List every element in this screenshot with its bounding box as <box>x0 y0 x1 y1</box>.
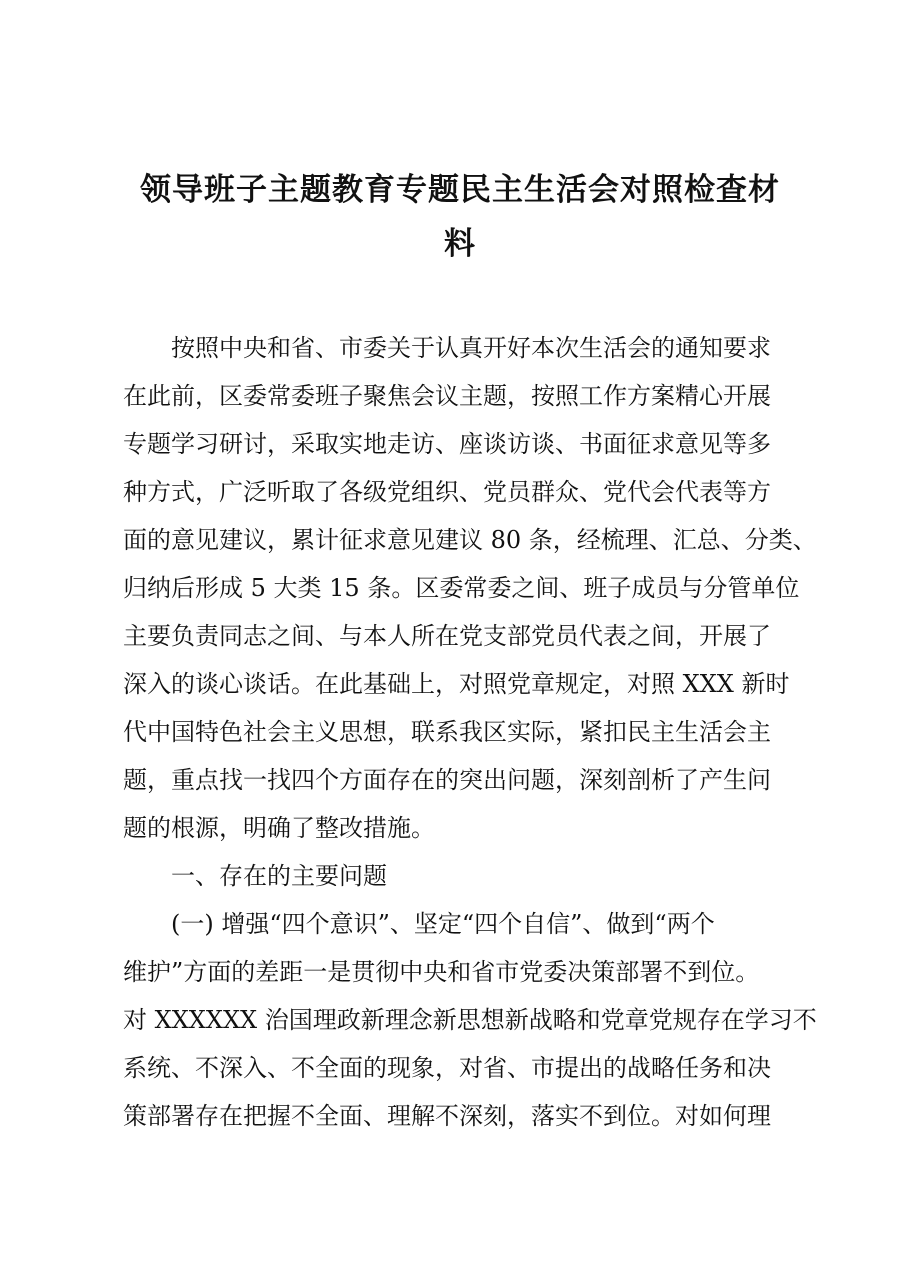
paragraph-line: 按照中央和省、市委关于认真开好本次生活会的通知要求 <box>171 334 771 362</box>
paragraph-line: 专题学习研讨，采取实地走访、座谈访谈、书面征求意见等多 <box>123 430 771 458</box>
paragraph-line: 题，重点找一找四个方面存在的突出问题，深刻剖析了产生问 <box>123 766 771 794</box>
paragraph-line: (一) 增强“四个意识”、坚定“四个自信”、做到“两个 <box>171 910 715 938</box>
paragraph-line: 种方式，广泛听取了各级党组织、党员群众、党代会代表等方 <box>123 478 771 506</box>
section-heading: 一、存在的主要问题 <box>171 862 387 890</box>
paragraph-line: 系统、不深入、不全面的现象，对省、市提出的战略任务和决 <box>123 1054 771 1082</box>
paragraph-line: 深入的谈心谈话。在此基础上，对照党章规定，对照 XXX 新时 <box>123 670 790 698</box>
paragraph-line: 维护”方面的差距一是贯彻中央和省市党委决策部署不到位。 <box>123 958 760 986</box>
document-title-line-2: 料 <box>444 226 476 262</box>
paragraph-line: 面的意见建议，累计征求意见建议 80 条，经梳理、汇总、分类、 <box>123 526 817 554</box>
paragraph-line: 主要负责同志之间、与本人所在党支部党员代表之间，开展了 <box>123 622 771 650</box>
paragraph-line: 代中国特色社会主义思想，联系我区实际，紧扣民主生活会主 <box>123 718 771 746</box>
paragraph-line: 归纳后形成 5 大类 15 条。区委常委之间、班子成员与分管单位 <box>123 574 800 602</box>
paragraph-line: 题的根源，明确了整改措施。 <box>123 814 435 842</box>
document-title-line-1: 领导班子主题教育专题民主生活会对照检查材 <box>140 172 780 208</box>
paragraph-line: 在此前，区委常委班子聚焦会议主题，按照工作方案精心开展 <box>123 382 771 410</box>
paragraph-line: 策部署存在把握不全面、理解不深刻，落实不到位。对如何理 <box>123 1102 771 1130</box>
paragraph-line: 对 XXXXXX 治国理政新理念新思想新战略和党章党规存在学习不 <box>123 1006 817 1034</box>
